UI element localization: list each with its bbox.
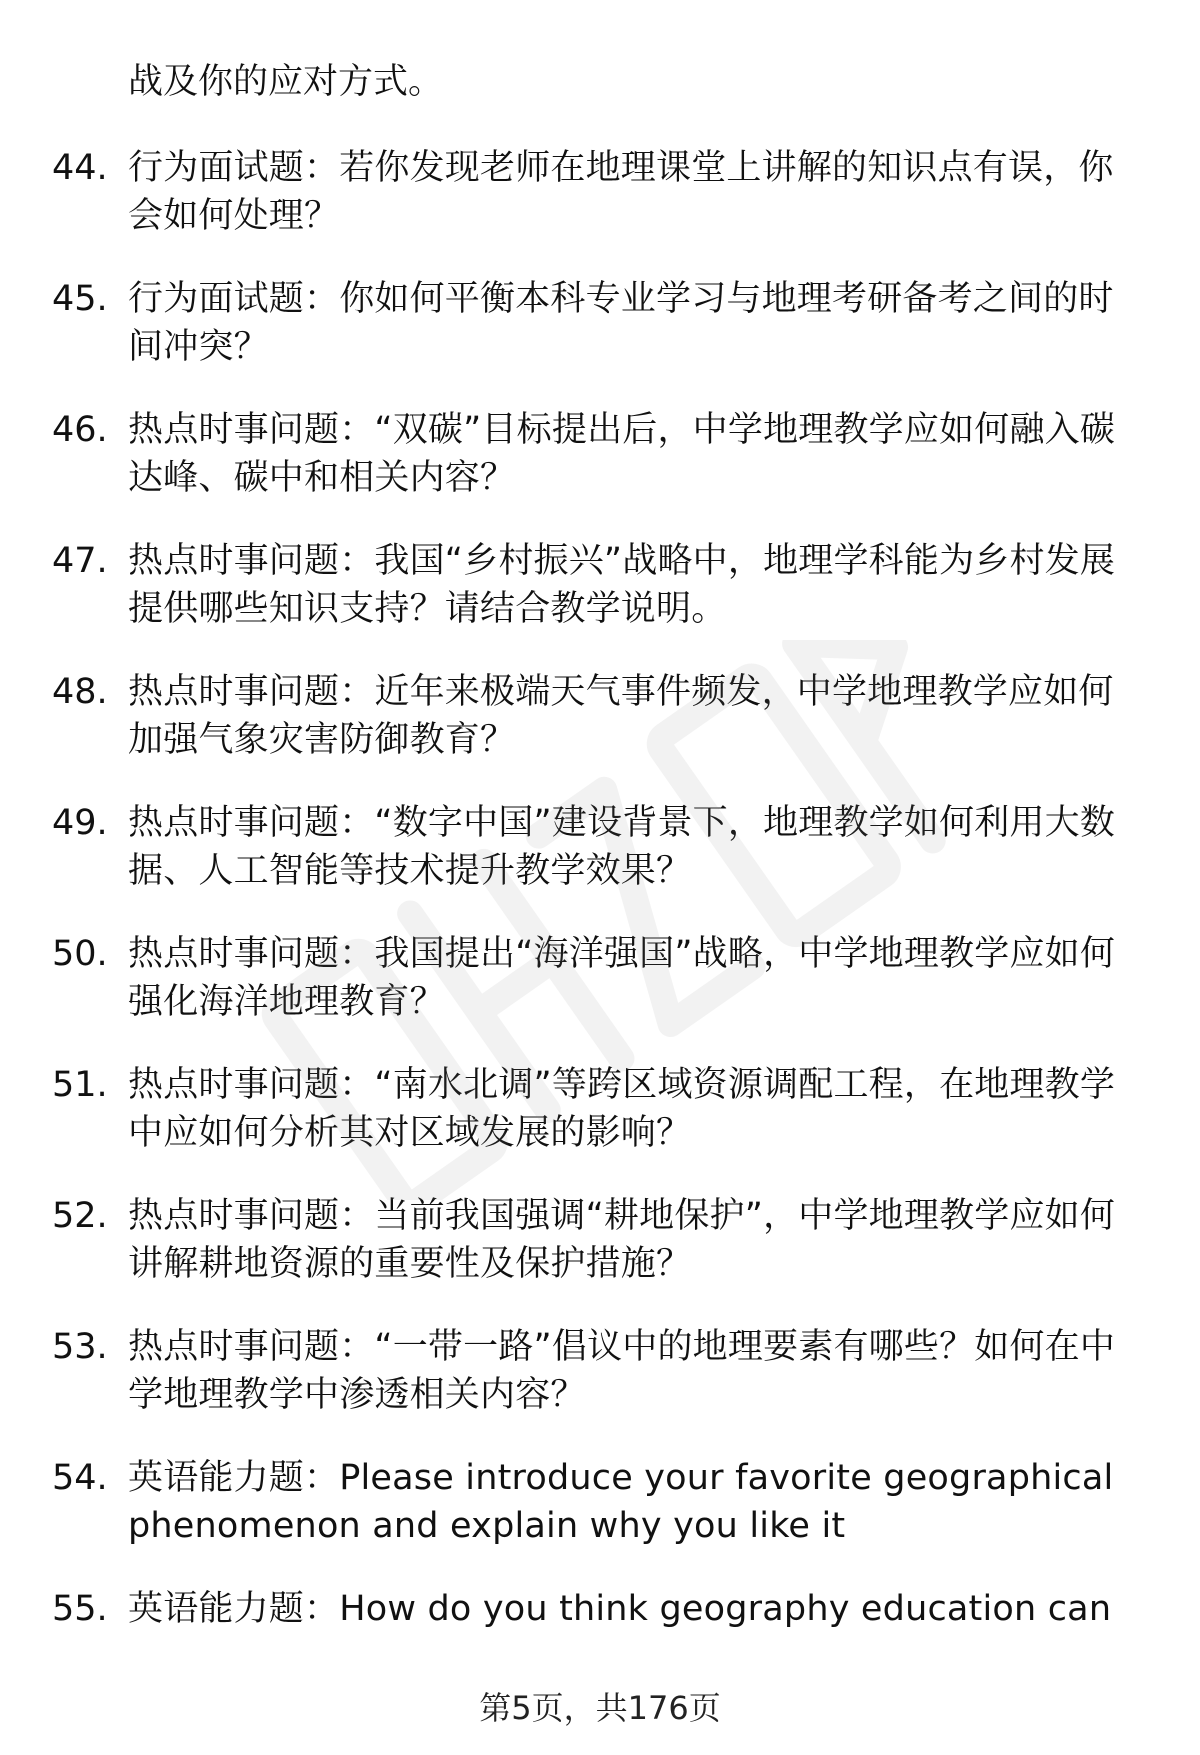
question-text: 英语能力题：How do you think geography education can (128, 1589, 1112, 1629)
question-text: 热点时事问题：“数字中国”建设背景下，地理教学如何利用大数据、人工智能等技术提升教学效果？ (128, 803, 1116, 891)
list-item (0, 668, 1200, 799)
page-footer: 第5页，共176页 (479, 1689, 721, 1727)
question-text: 热点时事问题：“双碳”目标提出后，中学地理教学应如何融入碳达峰、碳中和相关内容？ (128, 410, 1116, 498)
question-text: 热点时事问题：当前我国强调“耕地保护”，中学地理教学应如何讲解耕地资源的重要性及保护措施？ (128, 1196, 1116, 1284)
list-item (0, 1192, 1200, 1323)
list-item (0, 1454, 1200, 1585)
question-number: 53. (52, 1327, 108, 1367)
list-item (0, 406, 1200, 537)
question-number: 51. (52, 1065, 108, 1105)
list-item (0, 1323, 1200, 1454)
list-item (0, 144, 1200, 275)
question-number: 50. (52, 934, 108, 974)
question-text: 英语能力题：Please introduce your favorite geographical phenomenon and explain why you like it (128, 1458, 1114, 1546)
question-number: 47. (52, 541, 108, 581)
question-list (0, 144, 1200, 1716)
question-text: 行为面试题：若你发现老师在地理课堂上讲解的知识点有误，你会如何处理？ (128, 148, 1114, 236)
question-number: 45. (52, 279, 108, 319)
question-text: 热点时事问题：我国提出“海洋强国”战略，中学地理教学应如何强化海洋地理教育？ (128, 934, 1116, 1022)
list-item (0, 275, 1200, 406)
question-text: 热点时事问题：近年来极端天气事件频发，中学地理教学应如何加强气象灾害防御教育？ (128, 672, 1114, 760)
continuation-text: 战及你的应对方式。 (128, 62, 444, 102)
question-number: 44. (52, 148, 108, 188)
question-number: 55. (52, 1589, 108, 1629)
question-number: 52. (52, 1196, 108, 1236)
question-number: 48. (52, 672, 108, 712)
question-number: 46. (52, 410, 108, 450)
list-item (0, 799, 1200, 930)
question-text: 行为面试题：你如何平衡本科专业学习与地理考研备考之间的时间冲突？ (128, 279, 1114, 367)
question-text: 热点时事问题：“南水北调”等跨区域资源调配工程，在地理教学中应如何分析其对区域发展的影响？ (128, 1065, 1116, 1153)
list-item (0, 930, 1200, 1061)
question-number: 49. (52, 803, 108, 843)
question-text: 热点时事问题：我国“乡村振兴”战略中，地理学科能为乡村发展提供哪些知识支持？请结合教学说明。 (128, 541, 1116, 629)
list-item (0, 537, 1200, 668)
question-text: 热点时事问题：“一带一路”倡议中的地理要素有哪些？如何在中学地理教学中渗透相关内容？ (128, 1327, 1116, 1415)
question-number: 54. (52, 1458, 108, 1498)
list-item (0, 1061, 1200, 1192)
